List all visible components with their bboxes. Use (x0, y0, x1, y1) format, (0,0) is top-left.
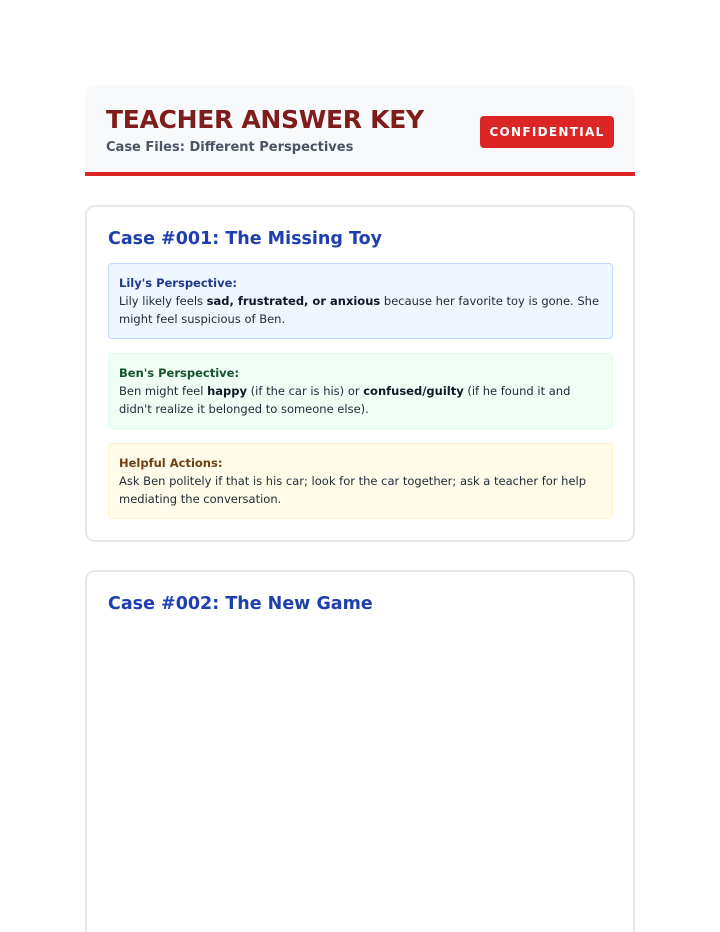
ben-perspective-text: Ben might feel happy (if the car is his) or confused/guilty (if he found it and didn't realize it belonged to someone else). (119, 384, 571, 416)
case-card-002 (85, 570, 635, 932)
helpful-actions-label: Helpful Actions: (119, 456, 223, 470)
ben-perspective-label: Ben's Perspective: (119, 366, 240, 380)
answer-key-header (85, 85, 635, 176)
page-subtitle: Case Files: Different Perspectives (106, 140, 354, 155)
lily-perspective-text: Lily likely feels sad, frustrated, or anxious because her favorite toy is gone. She might feel suspicious of Ben. (119, 294, 600, 326)
lily-perspective-label: Lily's Perspective: (119, 276, 238, 290)
helpful-actions-text: Ask Ben politely if that is his car; look for the car together; ask a teacher for help mediating the conversation. (119, 474, 587, 506)
case-title: Case #002: The New Game (108, 594, 373, 614)
case-card-001 (85, 205, 635, 542)
helpful-actions-box (108, 443, 613, 519)
page-title: TEACHER ANSWER KEY (106, 105, 424, 134)
confidential-badge: CONFIDENTIAL (480, 116, 614, 148)
ben-perspective-box (108, 353, 613, 429)
case-title: Case #001: The Missing Toy (108, 229, 383, 249)
lily-perspective-box (108, 263, 613, 339)
